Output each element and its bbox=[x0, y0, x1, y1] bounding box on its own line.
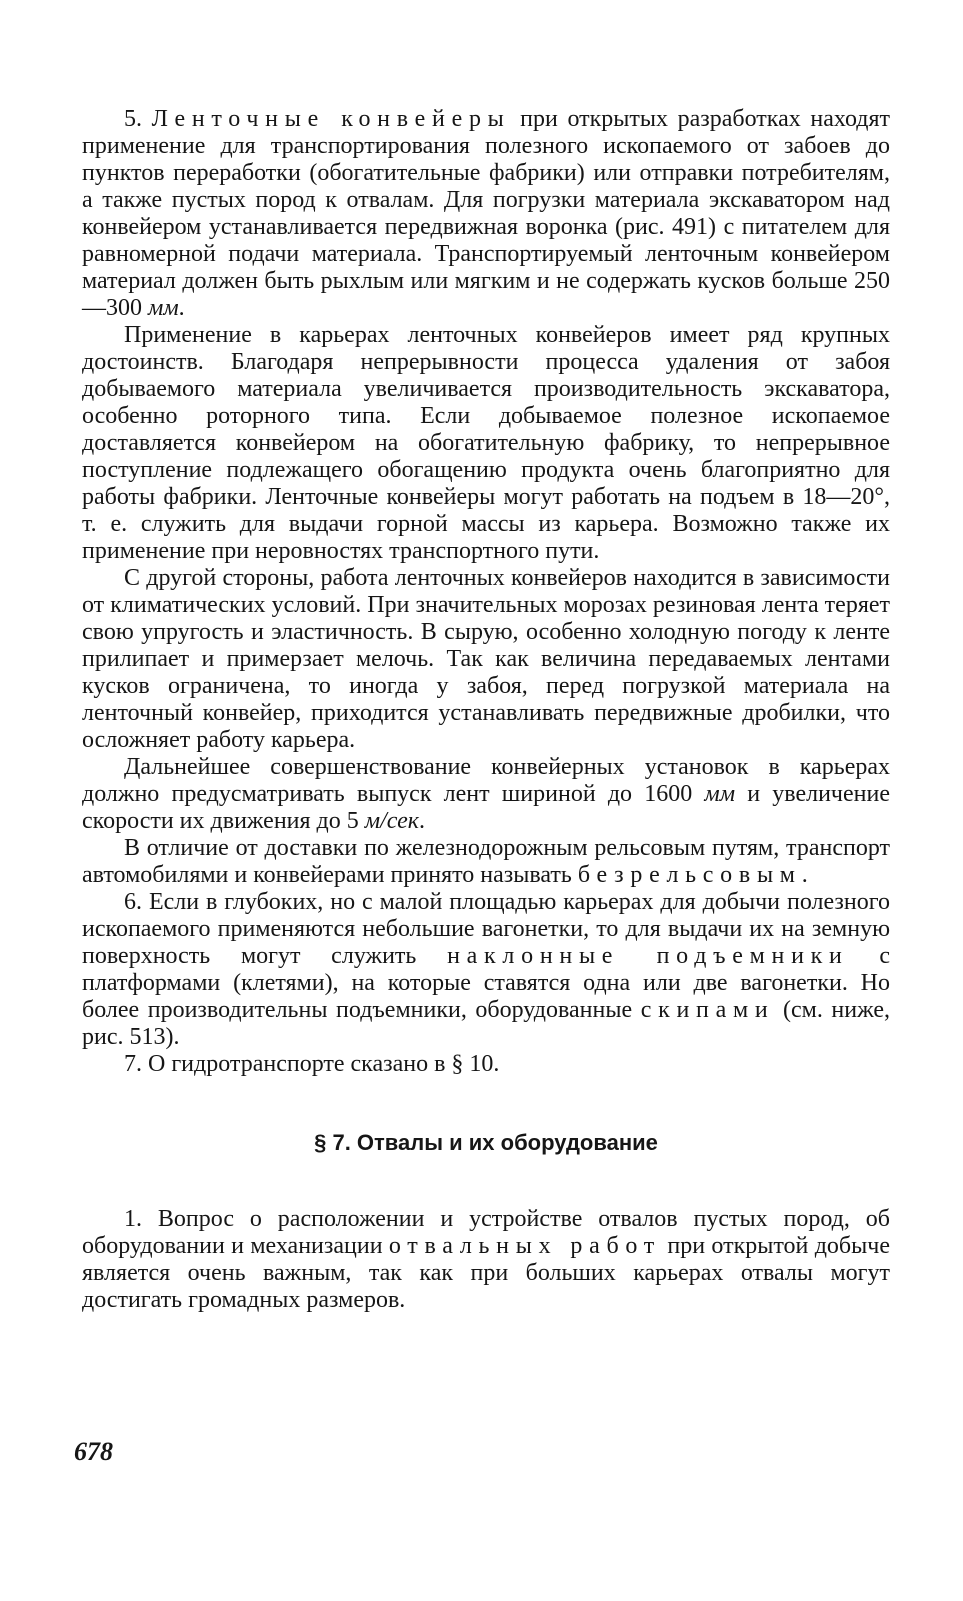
unit-italic: мм bbox=[704, 781, 736, 807]
paragraph-text: при открытой добыче является очень важным, так как при больших карьерах отвалы могут достигать громадных размеров. bbox=[82, 1233, 890, 1313]
paragraph-dumps bbox=[82, 1206, 890, 1314]
spaced-term: скипами bbox=[640, 997, 775, 1023]
paragraph-text: при открытых разработках находят применение для транспортирования полезного ископаемого от забоев до пунктов переработки (обогатительные фабрики) или отправки потребителям, а также пустых пород к отвалам. Для погрузки материала экскаватором над конвейером устанавливается передвижная воронка (рис. 491) с питателем для равномерной подачи материала. Транспортируемый ленточным конвейером материал должен быть рыхлым или мягким и не содержать кусков больше 250—300 bbox=[82, 106, 890, 321]
unit-italic: м/сек bbox=[364, 808, 419, 834]
paragraph-text: 6. Если в глубоких, но с малой площадью карьерах для добычи полезного ископаемого применяются небольшие вагонетки, то для выдачи их на земную поверхность могут служить bbox=[82, 889, 890, 969]
spaced-term: наклонные подъемники bbox=[447, 943, 849, 969]
spaced-term: Ленточные конвейеры bbox=[151, 106, 511, 132]
spaced-term: отвальных работ bbox=[388, 1233, 662, 1259]
paragraph-railless bbox=[82, 835, 890, 889]
paragraph-lead: 5. bbox=[124, 106, 152, 132]
paragraph-lifts bbox=[82, 889, 890, 1051]
paragraph-text: с платформами (клетями), на которые ставятся одна или две вагонетки. Но более производительны подъемники, оборудованные bbox=[82, 943, 891, 1023]
paragraph-text: . bbox=[418, 808, 425, 834]
paragraph-text: Дальнейшее совершенствование конвейерных установок в карьерах должно предусматривать выпуск лент шириной до 1600 bbox=[82, 754, 890, 807]
paragraph-text: и увеличение скорости их движения до 5 bbox=[82, 781, 890, 834]
paragraph-disadvantages: С другой стороны, работа ленточных конвейеров находится в зависимости от климатических условий. При значительных морозах резиновая лента теряет свою упругость и эластичность. В сырую, особенно холодную погоду к ленте прилипает и примерзает мелочь. Так как величина передаваемых лентами кусков ограничена, то иногда у забоя, перед погрузкой материала на ленточный конвейер, приходится устанавливать передвижные дробилки, что осложняет работу карьера. bbox=[82, 565, 890, 753]
paragraph-text: 1. Вопрос о расположении и устройстве отвалов пустых пород, об оборудовании и механизации bbox=[82, 1206, 890, 1259]
spaced-term: безрельсовым bbox=[577, 862, 802, 888]
page-number: 678 bbox=[74, 1437, 113, 1466]
paragraph-text: В отличие от доставки по железнодорожным рельсовым путям, транспорт автомобилями и конвейерами принято называть bbox=[82, 835, 890, 888]
paragraph-conveyors bbox=[82, 106, 890, 322]
paragraph-improvement bbox=[82, 754, 890, 835]
paragraph-advantages: Применение в карьерах ленточных конвейеров имеет ряд крупных достоинств. Благодаря непрерывности процесса удаления от забоя добываемого материала увеличивается производительность экскаватора, особенно роторного типа. Если добываемое полезное ископаемое доставляется конвейером на обогатительную фабрику, то непрерывное поступление подлежащего обогащению продукта очень благоприятно для работы фабрики. Ленточные конвейеры могут работать на подъем в 18—20°, т. е. служить для выдачи горной массы из карьера. Возможно также их применение при неровностях транспортного пути. bbox=[82, 322, 890, 564]
page-body bbox=[82, 106, 890, 1314]
paragraph-text: . bbox=[801, 862, 808, 888]
paragraph-hydrotransport: 7. О гидротранспорте сказано в § 10. bbox=[124, 1051, 500, 1077]
paragraph-text: (см. ниже, рис. 513). bbox=[82, 997, 891, 1050]
paragraph-text: . bbox=[178, 295, 185, 321]
section-heading: § 7. Отвалы и их оборудование bbox=[314, 1130, 658, 1155]
unit-italic: мм bbox=[148, 295, 179, 321]
